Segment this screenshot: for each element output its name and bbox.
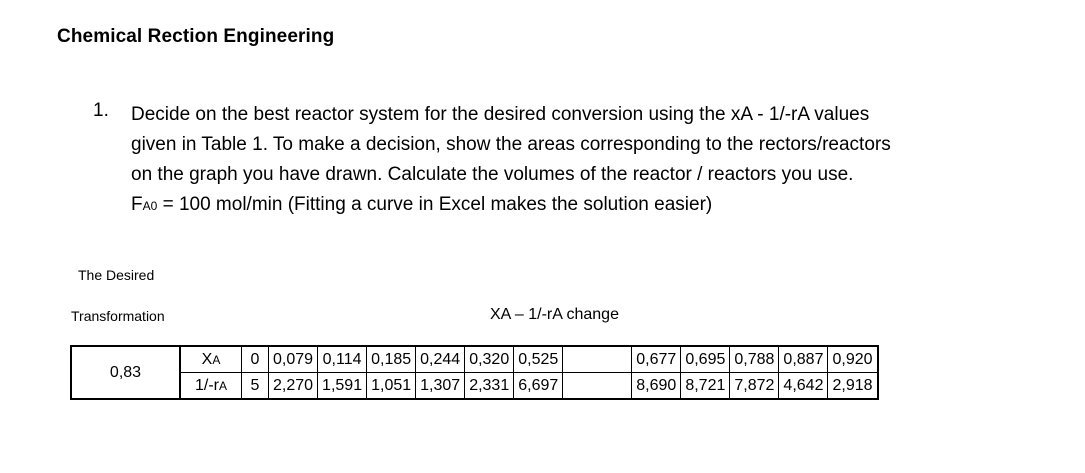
- table-cell: 2,918: [828, 373, 878, 400]
- question-line: on the graph you have drawn. Calculate the volumes of the reactor / reactors you use.: [131, 164, 854, 185]
- question-line: [131, 190, 1001, 221]
- question-line: given in Table 1. To make a decision, show the areas corresponding to the rectors/reactors: [131, 134, 891, 155]
- xa-header: [180, 346, 242, 373]
- table-cell-empty: [563, 373, 632, 400]
- table-cell: 1,591: [318, 373, 367, 400]
- table-cell-empty: [563, 346, 632, 373]
- table-cell: 8,721: [681, 373, 730, 400]
- table-cell: 0,695: [681, 346, 730, 373]
- table-cell: 0,525: [514, 346, 563, 373]
- ra-header: [180, 373, 242, 400]
- table-cell: 5: [242, 373, 269, 400]
- table-cell: 1,307: [416, 373, 465, 400]
- table-cell: 0,114: [318, 346, 367, 373]
- fa0-symbol: F: [131, 194, 143, 215]
- table-cell: 0,185: [367, 346, 416, 373]
- table-cell: 8,690: [632, 373, 681, 400]
- table-row: [71, 373, 878, 400]
- xa-header-main: X: [201, 350, 213, 368]
- table-cell: 7,872: [730, 373, 779, 400]
- table-cell: 0,079: [269, 346, 318, 373]
- change-label: XA – 1/-rA change: [490, 306, 619, 323]
- table-cell: 1,051: [367, 373, 416, 400]
- ra-header-main: 1/-r: [194, 376, 219, 394]
- transformation-label: Transformation: [71, 308, 165, 324]
- table-cell: 0,887: [779, 346, 828, 373]
- ra-header-sub: A: [218, 378, 227, 393]
- table-row: [71, 346, 878, 373]
- table-cell: 4,642: [779, 373, 828, 400]
- document-title: Chemical Rection Engineering: [57, 26, 335, 47]
- question-body: [131, 100, 1001, 221]
- table-cell: 0: [242, 346, 269, 373]
- table-cell: 2,270: [269, 373, 318, 400]
- table-cell: 2,331: [465, 373, 514, 400]
- table-cell: 0,677: [632, 346, 681, 373]
- table-cell: 0,788: [730, 346, 779, 373]
- question-number: 1.: [93, 100, 109, 121]
- table-cell: 6,697: [514, 373, 563, 400]
- xa-header-sub: A: [212, 352, 221, 367]
- table-cell: 0,244: [416, 346, 465, 373]
- fa0-text: = 100 mol/min (Fitting a curve in Excel makes the solution easier): [157, 194, 713, 215]
- xa-ra-table: [70, 345, 879, 400]
- table-cell: 0,320: [465, 346, 514, 373]
- desired-label: The Desired: [78, 267, 155, 283]
- desired-conversion-cell: 0,83: [71, 346, 180, 399]
- fa0-subscript: A0: [142, 199, 158, 213]
- table-cell: 0,920: [828, 346, 878, 373]
- question-line: Decide on the best reactor system for the desired conversion using the xA - 1/-rA values: [131, 104, 870, 125]
